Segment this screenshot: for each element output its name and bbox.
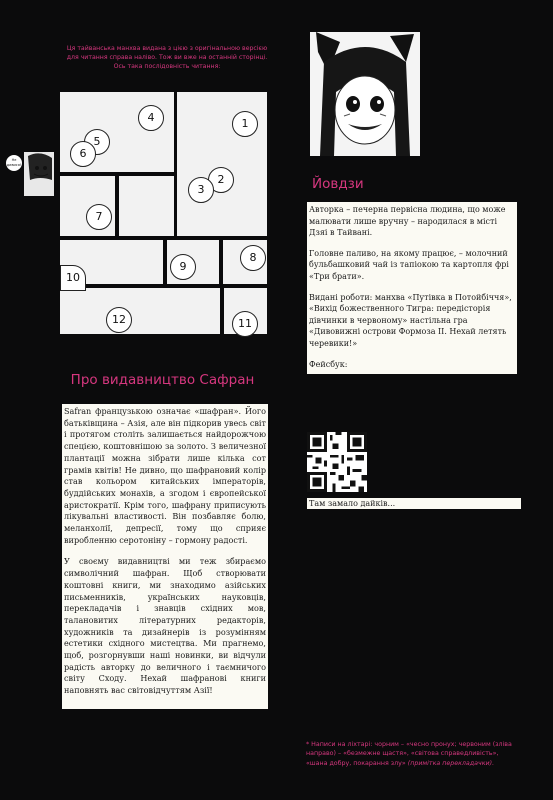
reading-order-diagram xyxy=(56,89,269,337)
author-name: Йовдзи xyxy=(312,176,364,192)
publisher-paragraph: Safran французькою означає «шафран». Його батьківщина – Азія, але він підкорив увесь світ і протягом століть залишається найдорожчою спецією, коштовнішою за золото. З величезної плантації можна зібрати лише кілька сот грамів квітів! Не дивно, що шафрановий колір став кольором китайських імператорів, буддійських монахів, а згодом і європейської аристократії. Крім того, шафрану приписують лікувальні властивості. Він позбавляє болю, меланхолії, депресії, тому що сприяє виробленню серотоніну – гормону радості. xyxy=(64,406,266,545)
publisher-paragraph: У своєму видавництві ми теж збираємо символічний шафран. Щоб створювати коштовні книги, ми знаходимо азійських письменників, українських науковців, перекладачів і знавців східних мов, талановитих літературних редакторів, художників та дизайнерів із розумінням естетики східного мистецтва. Ми прагнемо, щоб, розгорнувши наші новинки, ви відчули радість авторку до величного і таємничого світу Сходу. Нехай шафранові книги наповнять вас світовідчуттям Азії! xyxy=(64,556,266,696)
author-paragraph: Видані роботи: манхва «Путівка в Потойбіччя», «Вихід божественного Тигра: передісторія дівчинки в червоному» настільна гра «Дивовижні острови Формоза II. Нехай летять черевики!» xyxy=(309,292,512,348)
panel-number: 1 xyxy=(232,111,258,137)
intro-note: Ця тайванська манхва видана з цією з оригінальною версією для читання справа наліво. Тож ви вже на останній сторінці. Ось така послідовність читання: xyxy=(66,45,268,70)
footnote-note: (примітка перекладачки). xyxy=(407,759,495,767)
speech-bubble: Не дивися! xyxy=(6,155,22,171)
publisher-section-title: Про видавництво Сафран xyxy=(70,372,255,388)
footnote-text: * Написи на ліхтарі: чорним – «чесно пронух; червоним (зліва направо) – «безмежне щастя», «світова справедливість», «шана добру, покарання злу» xyxy=(306,741,512,767)
panel-mid-left-b xyxy=(119,176,174,236)
panel-number: 9 xyxy=(170,254,196,280)
panel-number: 2 xyxy=(208,167,234,193)
author-tail-note: Там замало дайків... xyxy=(307,498,521,509)
panel-number: 8 xyxy=(240,245,266,271)
author-bio xyxy=(307,202,517,374)
panel-number: 4 xyxy=(138,105,164,131)
panel-number: 6 xyxy=(70,141,96,167)
panel-number: 7 xyxy=(86,204,112,230)
author-portrait-illustration xyxy=(310,32,420,156)
facebook-qr-code[interactable] xyxy=(307,432,367,492)
author-paragraph: Головне паливо, на якому працює, – молочний бульбашковий чай із тапіокою та картопля фрі «Три брати». xyxy=(309,248,509,281)
facebook-label: Фейсбук: xyxy=(309,359,348,369)
panel-number: 3 xyxy=(188,177,214,203)
panel-bottom-left xyxy=(60,288,220,334)
panel-number: 10 xyxy=(60,265,86,291)
author-paragraph: Авторка – печерна первісна людина, що може малювати лише вручну – народилася в місті Дзяі в Тайвані. xyxy=(309,205,506,238)
translator-footnote xyxy=(306,740,520,768)
panel-number: 12 xyxy=(106,307,132,333)
panel-number: 11 xyxy=(232,311,258,337)
panel-number: 5 xyxy=(84,129,110,155)
publisher-description xyxy=(62,404,268,709)
